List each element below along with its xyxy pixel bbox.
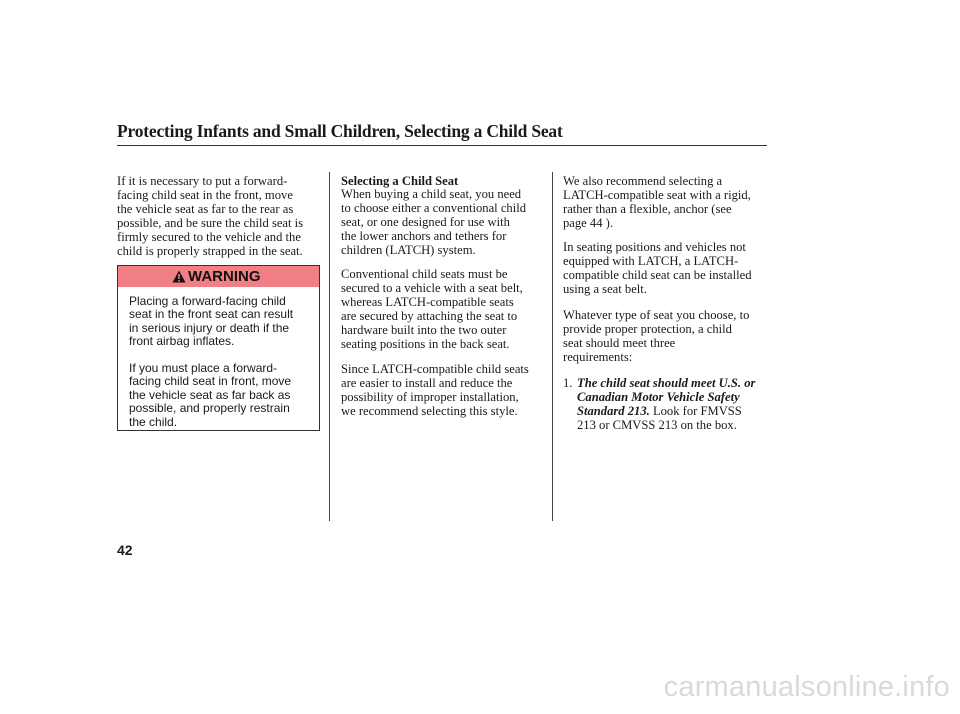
text-line: children (LATCH) system. xyxy=(341,243,476,257)
text-line: whereas LATCH-compatible seats xyxy=(341,295,514,309)
page-title: Protecting Infants and Small Children, Selecting a Child Seat xyxy=(117,121,563,141)
title-rule xyxy=(117,145,767,146)
text-line: compatible child seat can be installed xyxy=(563,268,752,282)
right-paragraph-3 xyxy=(563,308,749,364)
right-paragraph-2 xyxy=(563,240,752,296)
text-line: the child. xyxy=(129,414,178,429)
text-line: seat in the front seat can result xyxy=(129,307,294,322)
warning-triangle-icon xyxy=(172,270,186,283)
text-line: If you must place a forward- xyxy=(129,361,278,375)
requirement-bold-line: Canadian Motor Vehicle Safety xyxy=(577,390,740,404)
text-line: the vehicle seat as far back as xyxy=(129,387,291,402)
text-line: Placing a forward-facing child xyxy=(129,294,286,308)
text-line: Conventional child seats must be xyxy=(341,267,508,281)
page-reference-link[interactable]: page 44 ). xyxy=(563,216,614,230)
middle-paragraph-2 xyxy=(341,267,523,351)
text-line: rather than a flexible, anchor (see xyxy=(563,202,732,216)
text-line: LATCH-compatible seat with a rigid, xyxy=(563,188,751,202)
text-line: If it is necessary to put a forward- xyxy=(117,174,288,188)
text-line: facing child seat in front, move xyxy=(129,374,292,389)
text-line: secured to a vehicle with a seat belt, xyxy=(341,281,523,295)
text-line: the vehicle seat as far to the rear as xyxy=(117,202,294,216)
text-line: in serious injury or death if the xyxy=(129,320,290,335)
requirement-text: Look for FMVSS xyxy=(649,404,742,418)
text-line: possible, and properly restrain xyxy=(129,401,290,416)
warning-paragraph-1 xyxy=(129,295,293,349)
section-heading: Selecting a Child Seat xyxy=(341,174,459,188)
column-divider-left xyxy=(329,172,330,521)
requirement-number: 1. xyxy=(563,376,573,390)
requirement-text: 213 or CMVSS 213 on the box. xyxy=(577,418,737,432)
text-line: provide proper protection, a child xyxy=(563,322,732,336)
text-line: possible, and be sure the child seat is xyxy=(117,216,304,230)
text-line: seat, or one designed for use with xyxy=(341,215,510,229)
text-line: Whatever type of seat you choose, to xyxy=(563,308,750,322)
text-line: hardware built into the two outer xyxy=(341,323,507,337)
text-line: facing child seat in the front, move xyxy=(117,188,293,202)
middle-paragraph-1 xyxy=(341,187,526,257)
text-line: seat should meet three xyxy=(563,336,676,350)
text-line: We also recommend selecting a xyxy=(563,174,723,188)
watermark: carmanualsonline.info xyxy=(663,671,950,703)
text-line: to choose either a conventional child xyxy=(341,201,526,215)
middle-paragraph-3 xyxy=(341,362,529,418)
text-line: are easier to install and reduce the xyxy=(341,376,513,390)
text-line: In seating positions and vehicles not xyxy=(563,240,746,254)
column-divider-right xyxy=(552,172,553,521)
text-line: front airbag inflates. xyxy=(129,334,235,349)
text-line: the lower anchors and tethers for xyxy=(341,229,507,243)
text-line: using a seat belt. xyxy=(563,282,647,296)
requirement-item xyxy=(577,376,755,432)
warning-label: WARNING xyxy=(188,268,261,285)
page-number: 42 xyxy=(117,542,133,558)
text-line: seating positions in the back seat. xyxy=(341,337,510,351)
text-line: Since LATCH-compatible child seats xyxy=(341,362,529,376)
text-line: firmly secured to the vehicle and the xyxy=(117,230,301,244)
text-line: requirements: xyxy=(563,350,633,364)
text-line: When buying a child seat, you need xyxy=(341,187,522,201)
warning-header xyxy=(118,266,319,287)
text-line: equipped with LATCH, a LATCH- xyxy=(563,254,739,268)
text-line: we recommend selecting this style. xyxy=(341,404,518,418)
warning-box xyxy=(117,265,320,431)
intro-paragraph xyxy=(117,174,303,258)
right-paragraph-1 xyxy=(563,174,751,230)
requirement-bold-line: Standard 213. xyxy=(577,404,650,418)
text-line: possibility of improper installation, xyxy=(341,390,519,404)
warning-paragraph-2 xyxy=(129,362,291,429)
requirement-bold-line: The child seat should meet U.S. or xyxy=(577,376,756,390)
text-line: child is properly strapped in the seat. xyxy=(117,244,303,258)
text-line: are secured by attaching the seat to xyxy=(341,309,518,323)
